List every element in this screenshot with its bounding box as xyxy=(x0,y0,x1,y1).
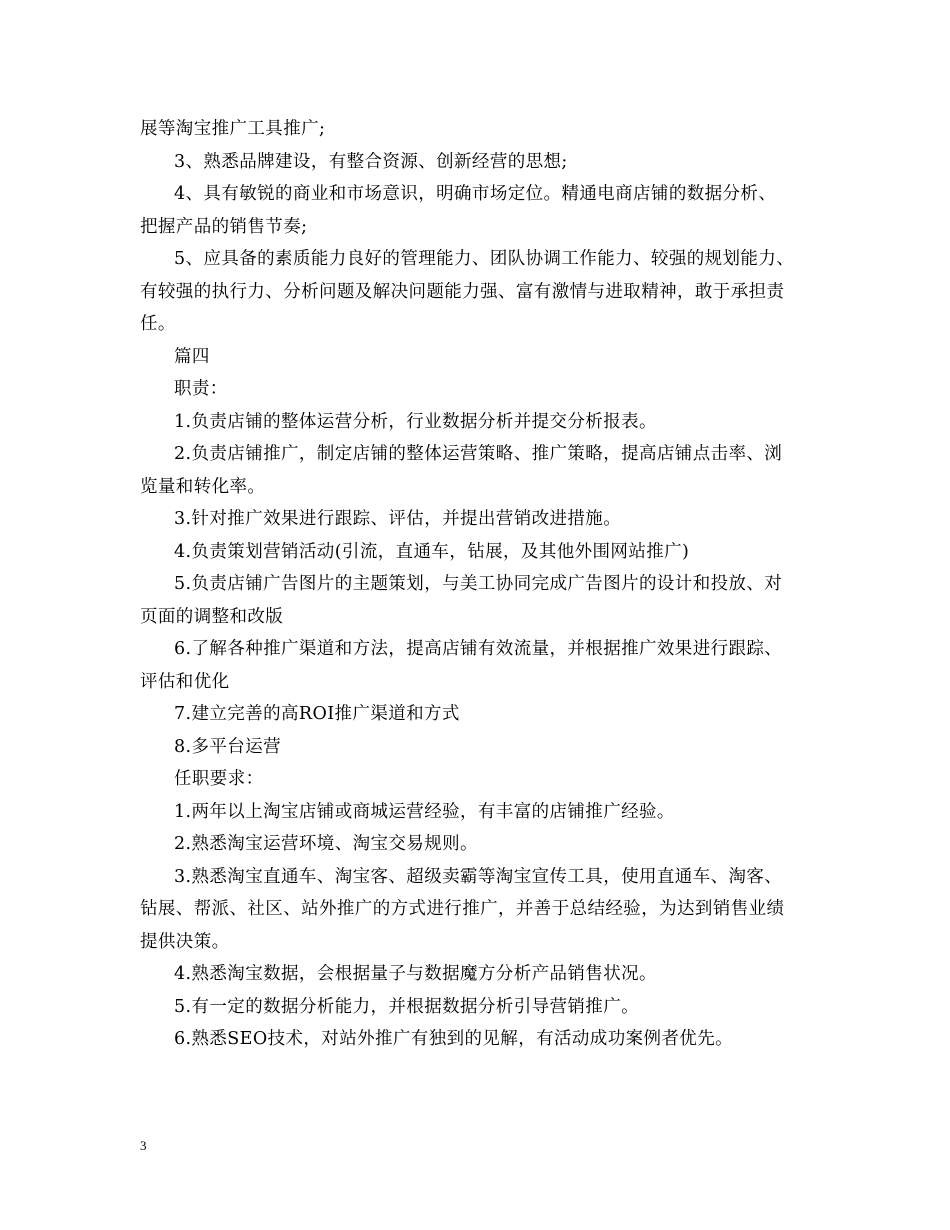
text-line: 2.熟悉淘宝运营环境、淘宝交易规则。 xyxy=(174,834,478,854)
text-line: 5、应具备的素质能力良好的管理能力、团队协调工作能力、较强的规划能力、 xyxy=(174,249,795,269)
text-line: 8.多平台运营 xyxy=(174,736,281,757)
document-body xyxy=(140,113,820,1056)
text-line: 2.负责店铺推广，制定店铺的整体运营策略、推广策略，提高店铺点击率、浏 xyxy=(174,444,783,464)
text-line: 5.有一定的数据分析能力，并根据数据分析引导营销推广。 xyxy=(174,996,639,1017)
text-line: 4、具有敏锐的商业和市场意识，明确市场定位。精通电商店铺的数据分析、 xyxy=(174,184,777,204)
text-line: 3、熟悉品牌建设，有整合资源、创新经营的思想; xyxy=(174,151,568,172)
text-line: 任职要求： xyxy=(174,769,264,789)
text-line: 7.建立完善的高ROI推广渠道和方式 xyxy=(174,704,460,724)
text-line: 有较强的执行力、分析问题及解决问题能力强、富有激情与进取精神，敢于承担责 xyxy=(140,281,785,302)
text-line: 职责： xyxy=(174,379,228,399)
text-line: 钻展、帮派、社区、站外推广的方式进行推广，并善于总结经验，为达到销售业绩 xyxy=(140,899,785,919)
text-line: 3.熟悉淘宝直通车、淘宝客、超级卖霸等淘宝宣传工具，使用直通车、淘客、 xyxy=(174,866,783,887)
text-line: 展等淘宝推广工具推广; xyxy=(140,119,326,139)
text-line: 任。 xyxy=(140,314,176,334)
text-line: 篇四 xyxy=(174,346,210,367)
page-number: 3 xyxy=(140,1138,147,1153)
text-line: 4.负责策划营销活动(引流，直通车，钻展，及其他外围网站推广) xyxy=(174,541,690,562)
text-line: 页面的调整和改版 xyxy=(140,606,284,627)
text-line: 把握产品的销售节奏; xyxy=(140,216,308,237)
text-line: 1.两年以上淘宝店铺或商城运营经验，有丰富的店铺推广经验。 xyxy=(174,801,675,822)
text-line: 提供决策。 xyxy=(140,931,230,952)
text-line: 览量和转化率。 xyxy=(140,476,266,497)
text-line: 3.针对推广效果进行跟踪、评估，并提出营销改进措施。 xyxy=(174,509,622,529)
text-line: 1.负责店铺的整体运营分析，行业数据分析并提交分析报表。 xyxy=(174,411,657,432)
text-line: 6.了解各种推广渠道和方法，提高店铺有效流量，并根据推广效果进行跟踪、 xyxy=(174,639,783,659)
text-line: 4.熟悉淘宝数据，会根据量子与数据魔方分析产品销售状况。 xyxy=(174,964,657,984)
text-line: 5.负责店铺广告图片的主题策划，与美工协同完成广告图片的设计和投放、对 xyxy=(174,574,783,594)
text-line: 评估和优化 xyxy=(140,671,230,692)
text-line: 6.熟悉SEO技术，对站外推广有独到的见解，有活动成功案例者优先。 xyxy=(174,1029,734,1049)
